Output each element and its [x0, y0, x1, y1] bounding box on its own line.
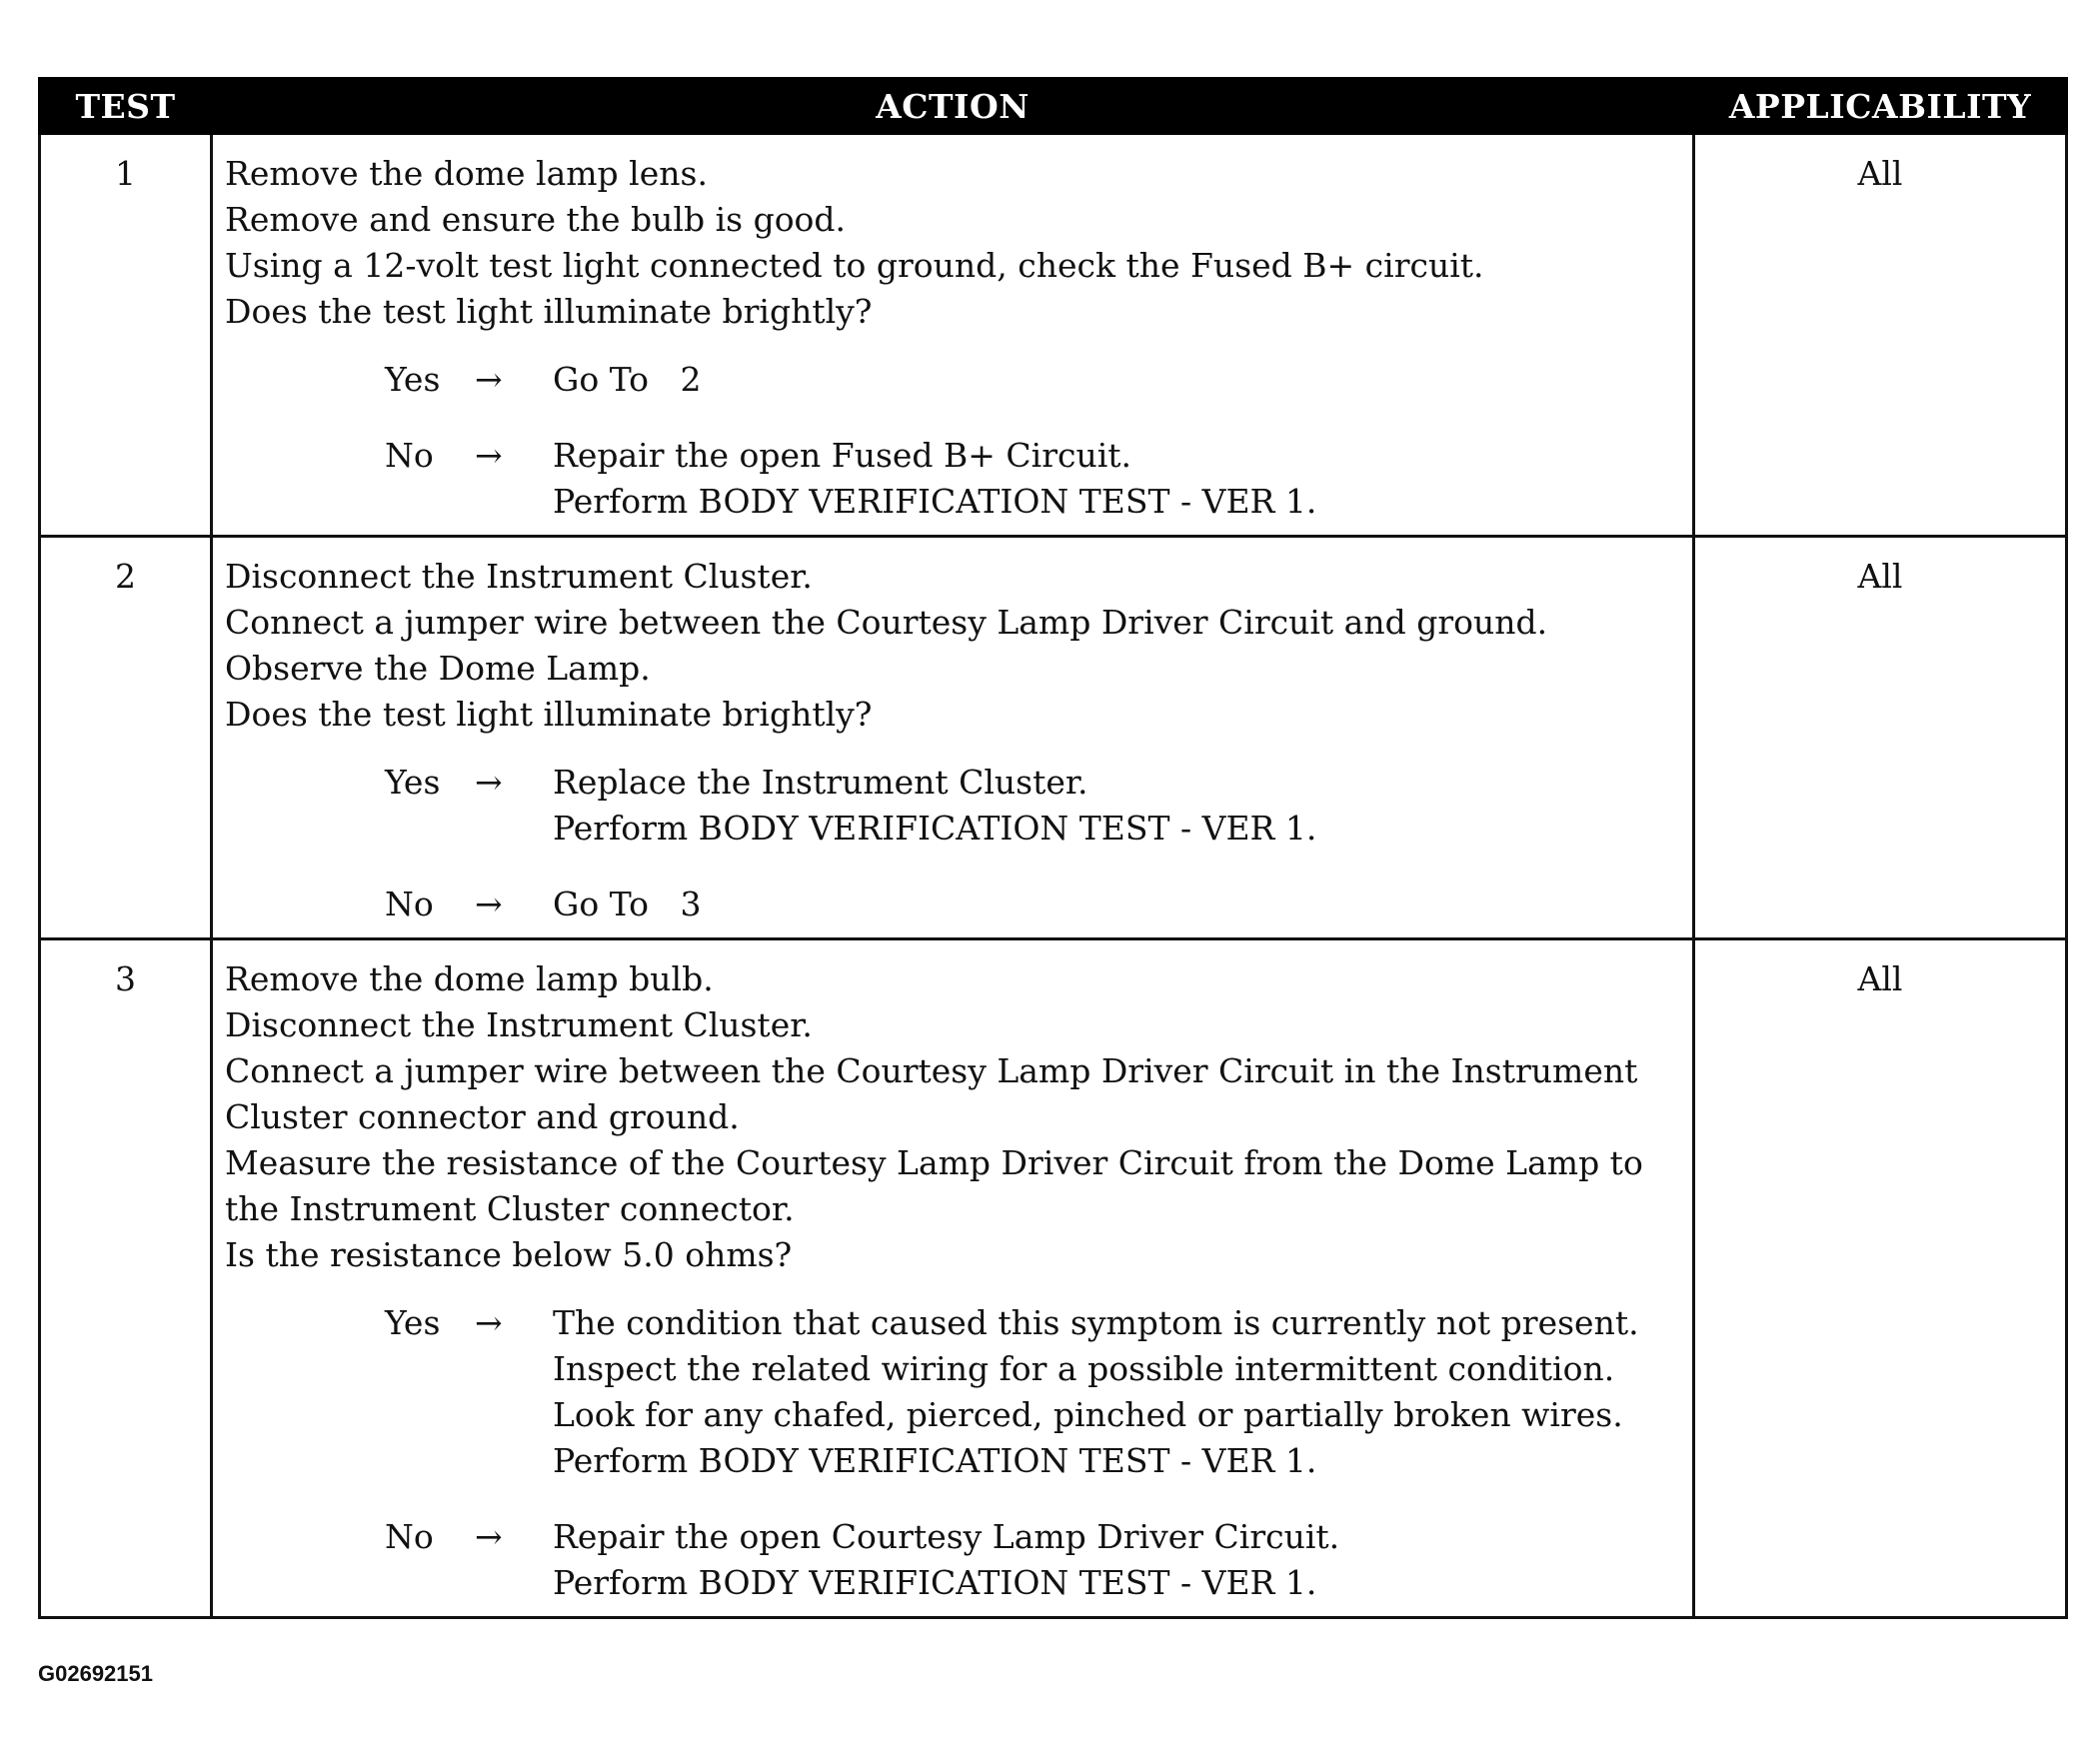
- action-step: Disconnect the Instrument Cluster.: [225, 1005, 813, 1044]
- result-text: Go To 3: [553, 884, 702, 923]
- action-step: Disconnect the Instrument Cluster.: [225, 557, 813, 596]
- result-label: Yes: [385, 360, 441, 399]
- action-step: Remove the dome lamp lens.: [225, 154, 708, 193]
- action-step: Connect a jumper wire between the Courtesy Lamp Driver Circuit and ground.: [225, 603, 1548, 642]
- applicability-cell: All: [1694, 134, 2067, 537]
- table-row: [40, 939, 2067, 1618]
- action-step: Is the resistance below 5.0 ohms?: [225, 1235, 793, 1274]
- header-action: ACTION: [212, 79, 1694, 134]
- result-text: Perform BODY VERIFICATION TEST - VER 1.: [553, 482, 1317, 521]
- action-step: Measure the resistance of the Courtesy Lamp Driver Circuit from the Dome Lamp to the Instrument Cluster connector.: [225, 1143, 1643, 1228]
- arrow-right-icon: →: [475, 1303, 503, 1342]
- arrow-right-icon: →: [475, 360, 503, 399]
- table-header-row: [40, 79, 2067, 134]
- result-text: Look for any chafed, pierced, pinched or partially broken wires.: [553, 1395, 1623, 1434]
- result-text: Go To 2: [553, 360, 702, 399]
- action-step: Does the test light illuminate brightly?: [225, 695, 873, 734]
- result-list: [225, 1300, 1686, 1606]
- action-cell: [212, 537, 1694, 939]
- applicability-cell: All: [1694, 537, 2067, 939]
- result-label: Yes: [385, 1303, 441, 1342]
- table-row: [40, 537, 2067, 939]
- test-number: 2: [40, 537, 212, 939]
- arrow-right-icon: →: [475, 884, 503, 923]
- result-text: Inspect the related wiring for a possible intermittent condition.: [553, 1349, 1615, 1388]
- result-no: [225, 433, 1686, 525]
- test-number: 1: [40, 134, 212, 537]
- table-row: [40, 134, 2067, 537]
- action-step: Remove and ensure the bulb is good.: [225, 200, 847, 239]
- result-label: No: [385, 436, 434, 475]
- result-no: [225, 881, 1686, 927]
- result-text: Replace the Instrument Cluster.: [553, 763, 1088, 802]
- result-text: Perform BODY VERIFICATION TEST - VER 1.: [553, 809, 1317, 848]
- result-no: [225, 1514, 1686, 1606]
- action-step: Connect a jumper wire between the Courtesy Lamp Driver Circuit in the Instrument Cluster connector and ground.: [225, 1051, 1638, 1136]
- result-label: No: [385, 884, 434, 923]
- arrow-right-icon: →: [475, 1517, 503, 1556]
- header-applicability: APPLICABILITY: [1694, 79, 2067, 134]
- action-step: Observe the Dome Lamp.: [225, 649, 651, 688]
- action-cell: [212, 134, 1694, 537]
- action-cell: [212, 939, 1694, 1618]
- arrow-right-icon: →: [475, 763, 503, 802]
- result-text: The condition that caused this symptom is currently not present.: [553, 1303, 1639, 1342]
- action-step: Using a 12-volt test light connected to ground, check the Fused B+ circuit.: [225, 246, 1484, 285]
- result-text: Repair the open Fused B+ Circuit.: [553, 436, 1132, 475]
- result-list: [225, 760, 1686, 927]
- result-text: Perform BODY VERIFICATION TEST - VER 1.: [553, 1441, 1317, 1480]
- arrow-right-icon: →: [475, 436, 503, 475]
- result-label: Yes: [385, 763, 441, 802]
- action-step: Does the test light illuminate brightly?: [225, 292, 873, 331]
- result-yes: [225, 357, 1686, 403]
- test-number: 3: [40, 939, 212, 1618]
- result-label: No: [385, 1517, 434, 1556]
- result-list: [225, 357, 1686, 525]
- action-step: Remove the dome lamp bulb.: [225, 959, 714, 998]
- header-test: TEST: [40, 79, 212, 134]
- figure-id: G02692151: [38, 1661, 153, 1686]
- result-yes: [225, 760, 1686, 852]
- result-text: Repair the open Courtesy Lamp Driver Circuit.: [553, 1517, 1340, 1556]
- result-text: Perform BODY VERIFICATION TEST - VER 1.: [553, 1563, 1317, 1602]
- applicability-cell: All: [1694, 939, 2067, 1618]
- diagnostic-test-table: [38, 77, 2068, 1619]
- result-yes: [225, 1300, 1686, 1484]
